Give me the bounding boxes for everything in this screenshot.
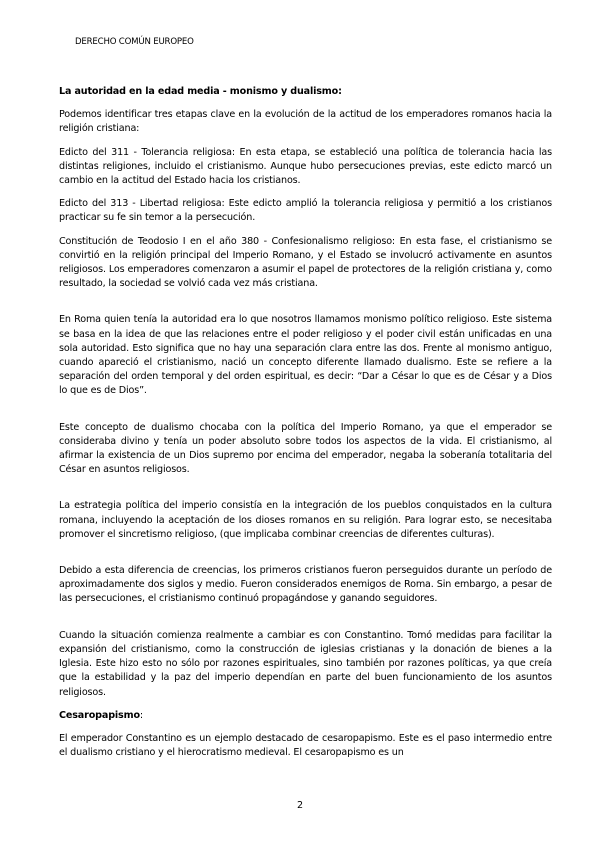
paragraph-constantine: Cuando la situación comienza realmente a cambiar es con Constantino. Tomó medidas para facilitar la expansión del cristianismo, como la construcción de iglesias cristianas y la donación de bienes a la Iglesia. Este hizo esto no sólo por razones espirituales, sino también por razones políticas, ya que creía que la estabilidad y la paz del imperio dependían en parte del buen funcionamiento de los asuntos religiosos.: [59, 629, 552, 698]
heading-colon: :: [139, 709, 143, 721]
page-number: 2: [296, 800, 304, 811]
paragraph-caesaropapism: El emperador Constantino es un ejemplo destacado de cesaropapismo. Este es el paso intermedio entre el dualismo cristiano y el hierocratismo medieval. El cesaropapismo es un: [59, 732, 552, 759]
paragraph-persecution: Debido a esta diferencia de creencias, los primeros cristianos fueron perseguidos durante un período de aproximadamente dos siglos y medio. Fueron considerados enemigos de Roma. Sin embargo, a pesar de las persecuciones, el cristianismo continuó propagándose y ganando seguidores.: [59, 565, 552, 605]
section-heading-caesaropapism-line: [59, 709, 552, 723]
section-heading-authority: La autoridad en la edad media - monismo y dualismo:: [59, 86, 342, 97]
paragraph-edict-313: Edicto del 313 - Libertad religiosa: Este edicto amplió la tolerancia religiosa y permitió a los cristianos practicar su fe sin temor a la persecución.: [59, 198, 552, 224]
running-header: DERECHO COMÚN EUROPEO: [75, 37, 194, 47]
paragraph-edict-311: Edicto del 311 - Tolerancia religiosa: En esta etapa, se estableció una política de tolerancia hacia las distintas religiones, incluido el cristianismo. Aunque hubo persecuciones previas, este edicto marcó un cambio en la actitud del Estado hacia los cristianos.: [59, 146, 552, 187]
paragraph-dualism-clash: Este concepto de dualismo chocaba con la política del Imperio Romano, ya que el emperador se consideraba divino y tenía un poder absoluto sobre todos los aspectos de la vida. El cristianismo, al afirmar la existencia de un Dios supremo por encima del emperador, negaba la soberanía totalitaria del César en asuntos religiosos.: [59, 421, 552, 476]
document-body: [59, 85, 552, 769]
section-heading-caesaropapism: Cesaropapismo: [59, 709, 140, 721]
paragraph-strategy: La estrategia política del imperio consistía en la integración de los pueblos conquistados en la cultura romana, incluyendo la aceptación de los dioses romanos en su religión. Para lograr esto, se necesitaba promover el sincretismo religioso, (que implicaba combinar creencias de diferentes culturas).: [59, 500, 552, 540]
paragraph-monism: En Roma quien tenía la autoridad era lo que nosotros llamamos monismo político religioso. Este sistema se basa en la idea de que las relaciones entre el poder religioso y el poder civil están unificadas en una sola autoridad. Esto significa que no hay una separación clara entre las dos. Frente al monismo antiguo, cuando apareció el cristianismo, nació un concepto diferente llamado dualismo. Este se refiere a la separación del orden temporal y del orden espiritual, es decir: “Dar a César lo que es de César y a Dios lo que es de Dios”.: [59, 314, 552, 397]
paragraph-intro: Podemos identificar tres etapas clave en la evolución de la actitud de los emperadores romanos hacia la religión cristiana:: [59, 109, 552, 135]
paragraph-theodosius: Constitución de Teodosio I en el año 380 - Confesionalismo religioso: En esta fase, el cristianismo se convirtió en la religión principal del Imperio Romano, y el Estado se involucró activamente en asuntos religiosos. Los emperadores comenzaron a asumir el papel de protectores de la religión cristiana y, como resultado, la sociedad se volvió cada vez más cristiana.: [59, 235, 552, 290]
